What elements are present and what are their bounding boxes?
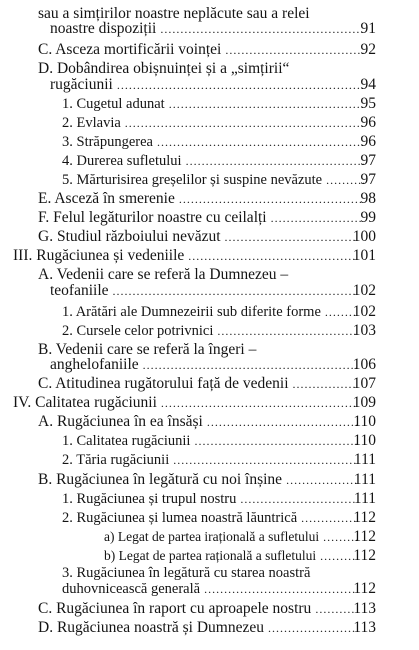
toc-entry-text: D. Dobândirea obișnuinței și a „simțirii“ [38,60,290,77]
dot-leader: .............................................. [178,192,363,206]
dot-leader: .......... [315,602,356,616]
toc-entry-text: 1. Calitatea rugăciunii [62,433,191,449]
toc-entry [0,527,419,547]
toc-entry [0,412,419,432]
toc-entry-text: 1. Rugăciunea și trupul nostru [62,491,237,507]
toc-page-number: 102 [352,303,376,320]
toc-entry [0,40,419,60]
dot-leader: ...................................................... [142,358,359,372]
dot-leader: ................................................. [160,396,357,410]
toc-page-number: 97 [360,171,376,188]
toc-entry-text: a) Legat de partea irațională a sufletului [104,529,320,544]
dot-leader: .................................................... [157,135,365,149]
toc-entry [0,302,419,322]
toc-entry [0,450,419,470]
dot-leader: ................................. [224,230,357,244]
dot-leader: .............................................................. [116,78,365,92]
dot-leader: ........ [324,305,357,319]
toc-entry [0,132,419,152]
toc-entry-text: F. Felul legăturilor noastre cu ceilalți [38,209,267,226]
toc-entry-text: III. Rugăciunea și vedeniile [13,247,185,264]
toc-entry-text: 4. Durerea sufletului [62,153,182,169]
dot-leader: ................ [292,377,357,391]
dot-leader: .............. [301,511,358,525]
toc-entry [0,19,419,39]
toc-page-number: 112 [353,580,376,597]
toc-page-number: 98 [360,190,376,207]
toc-entry [0,246,419,266]
dot-leader: .............................................. [173,453,358,467]
toc-entry-text: C. Asceza mortificării voinței [38,41,222,58]
toc-entry [0,579,419,599]
toc-page-number: 112 [353,509,376,526]
dot-leader: ...................... [267,621,356,635]
toc-page-number: 96 [360,114,376,131]
toc-entry-text: noastre dispoziții [50,20,157,37]
toc-entry-text: E. Asceză în smerenie [38,190,175,207]
dot-leader: ...................................... [206,415,359,429]
toc-entry [0,470,419,490]
toc-page-number: 100 [352,228,376,245]
dot-leader: .......................................... [188,249,357,263]
dot-leader: ......................................... [194,434,359,448]
dot-leader: ......... [320,549,357,563]
dot-leader: ............................. [240,492,357,506]
toc-entry-text: teofaniile [50,282,109,299]
toc-entry-text: 3. Străpungerea [62,134,153,150]
toc-entry [0,281,419,301]
toc-entry [0,189,419,209]
dot-leader: ................................... [225,43,366,57]
toc-entry [0,355,419,375]
toc-entry-text: IV. Calitatea rugăciunii [13,394,157,411]
toc-page-number: 96 [360,133,376,150]
toc-page-number: 97 [360,152,376,169]
toc-page-number: 112 [353,547,376,564]
toc-entry [0,227,419,247]
toc-entry [0,208,419,228]
toc-entry-text: 1. Arătări ale Dumnezeirii sub diferite forme [62,304,321,320]
dot-leader: ............................................. [185,154,366,168]
toc-entry-text: B. Vedenii care se referă la îngeri – [38,341,257,358]
toc-page-number: 107 [352,375,376,392]
toc-page-number: 94 [360,76,376,93]
toc-page-number: 102 [352,282,376,299]
toc-entry-text: 2. Cursele celor potrivnici [62,323,214,339]
dot-leader: ................................................. [168,97,365,111]
toc-page-number: 113 [353,619,376,636]
dot-leader: ................................................... [160,22,365,36]
toc-entry [0,489,419,509]
toc-entry-text: 2. Rugăciunea și lumea noastră lăuntrică [62,510,298,526]
toc-entry-text: D. Rugăciunea noastră și Dumnezeu [38,619,264,636]
toc-entry-text: 3. Rugăciunea în legătură cu starea noastră [62,565,311,581]
toc-entry-text: A. Rugăciunea în ea însăși [38,413,203,430]
toc-entry-text: G. Studiul războiului nevăzut [38,228,221,245]
toc-entry [0,170,419,190]
toc-entry-text: anghelofaniile [50,356,139,373]
toc-page-number: 91 [360,20,376,37]
toc-entry [0,151,419,171]
dot-leader: .......... [326,173,367,187]
toc-entry-text: 2. Tăria rugăciunii [62,452,170,468]
dot-leader: ............................................................ [124,116,365,130]
dot-leader: .................. [286,473,359,487]
toc-entry [0,508,419,528]
toc-entry-text: b) Legat de partea rațională a sufletului [104,548,317,563]
toc-entry [0,321,419,341]
toc-entry [0,113,419,133]
toc-page-number: 111 [353,451,376,468]
toc-entry [0,393,419,413]
toc-entry [0,431,419,451]
toc-entry-text: C. Rugăciunea în raport cu aproapele nostru [38,600,312,617]
toc-page-number: 103 [352,322,376,339]
toc-page-number: 110 [353,413,376,430]
toc-entry-text: A. Vedenii care se referă la Dumnezeu – [38,266,289,283]
dot-leader: ...................................... [204,582,357,596]
toc-entry [0,75,419,95]
toc-page-number: 109 [352,394,376,411]
toc-page-number: 111 [353,490,376,507]
toc-entry-text: C. Atitudinea rugătorului față de vedenii [38,375,289,392]
toc-entry-text: sau a simțirilor noastre neplăcute sau a relei [38,5,310,22]
toc-page-number: 101 [352,247,376,264]
toc-page-number: 99 [360,209,376,226]
toc-entry-text: rugăciunii [50,76,113,93]
dot-leader: ....................... [270,211,363,225]
dot-leader: ............................................................. [112,284,357,298]
toc-entry-text: B. Rugăciunea în legătură cu noi înșine [38,471,283,488]
toc-page-number: 95 [360,95,376,112]
toc-entry-text: duhovnicească generală [62,581,201,597]
toc-entry-text: 5. Mărturisirea greșelilor și suspine nevăzute [62,172,323,188]
toc-entry [0,374,419,394]
toc-entry [0,94,419,114]
toc-page-number: 113 [353,600,376,617]
toc-page-number: 92 [360,41,376,58]
dot-leader: ................................... [217,324,358,338]
toc-page-number: 111 [353,471,376,488]
toc-entry-text: 2. Evlavia [62,115,121,131]
toc-entry-text: 1. Cugetul adunat [62,96,165,112]
dot-leader: ......... [323,530,360,544]
toc-entry [0,599,419,619]
toc-page-number: 106 [352,356,376,373]
toc-entry [0,618,419,638]
toc-page-number: 112 [353,528,376,545]
toc-page-number: 110 [353,432,376,449]
